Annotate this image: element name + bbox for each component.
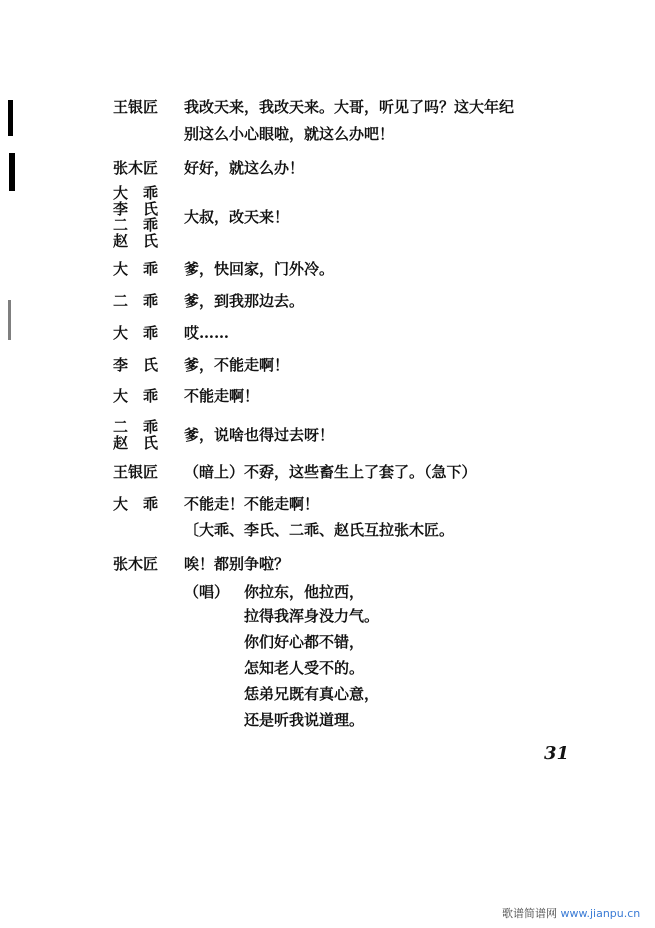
speaker-name: 张木匠 (113, 159, 159, 177)
speaker-name: 张木匠 (113, 555, 159, 573)
watermark-site-name: 歌谱简谱网 (502, 907, 557, 920)
speaker-name: 李 氏 (113, 200, 159, 218)
dialogue-line: 爹，不能走啊！ (184, 356, 290, 374)
page-number: 31 (544, 743, 570, 764)
song-line: 怎知老人受不的。 (244, 659, 365, 677)
song-label: （唱） (184, 583, 230, 601)
speaker-name: 大 乖 (113, 260, 159, 278)
dialogue-line: 不能走啊！ (184, 387, 260, 405)
dialogue-line: 我改天来，我改天来。大哥，听见了吗？这大年纪 (184, 98, 515, 116)
stage-direction: 〔大乖、李氏、二乖、赵氏互拉张木匠。 (184, 521, 455, 539)
speaker-name: 王银匠 (113, 463, 159, 481)
dialogue-line: 别这么小心眼啦，就这么办吧！ (184, 125, 395, 143)
speaker-name: 李 氏 (113, 356, 159, 374)
speaker-name: 王银匠 (113, 98, 159, 116)
watermark-url: www.jianpu.cn (560, 907, 641, 920)
dialogue-line: 不能走！不能走啊！ (184, 495, 320, 513)
dialogue-line: 唉！都别争啦？ (184, 555, 290, 573)
dialogue-line: 好好，就这么办！ (184, 159, 305, 177)
binding-mark (9, 153, 15, 191)
dialogue-line: 爹，到我那边去。 (184, 292, 305, 310)
song-line: 你拉东，他拉西， (244, 583, 365, 601)
speaker-name: 大 乖 (113, 387, 159, 405)
song-line: 还是听我说道理。 (244, 711, 365, 729)
speaker-name: 二 乖 (113, 292, 159, 310)
speaker-name: 赵 氏 (113, 232, 159, 250)
binding-mark (8, 100, 13, 136)
speaker-name: 大 乖 (113, 184, 159, 202)
song-line: 恁弟兄既有真心意， (244, 685, 380, 703)
speaker-name: 大 乖 (113, 495, 159, 513)
binding-mark (8, 300, 11, 340)
speaker-name: 大 乖 (113, 324, 159, 342)
song-line: 拉得我浑身没力气。 (244, 607, 380, 625)
dialogue-line: 大叔，改天来！ (184, 208, 290, 226)
speaker-name: 赵 氏 (113, 434, 159, 452)
speaker-name: 二 乖 (113, 418, 159, 436)
site-watermark (502, 905, 640, 921)
dialogue-line: 爹，快回家，门外冷。 (184, 260, 335, 278)
song-line: 你们好心都不错， (244, 633, 365, 651)
dialogue-line: 哎…… (184, 324, 230, 342)
speaker-name: 二 乖 (113, 216, 159, 234)
dialogue-line: 爹，说啥也得过去呀！ (184, 426, 335, 444)
dialogue-line: （暗上）不孬，这些畜生上了套了。（急下） (184, 463, 477, 481)
